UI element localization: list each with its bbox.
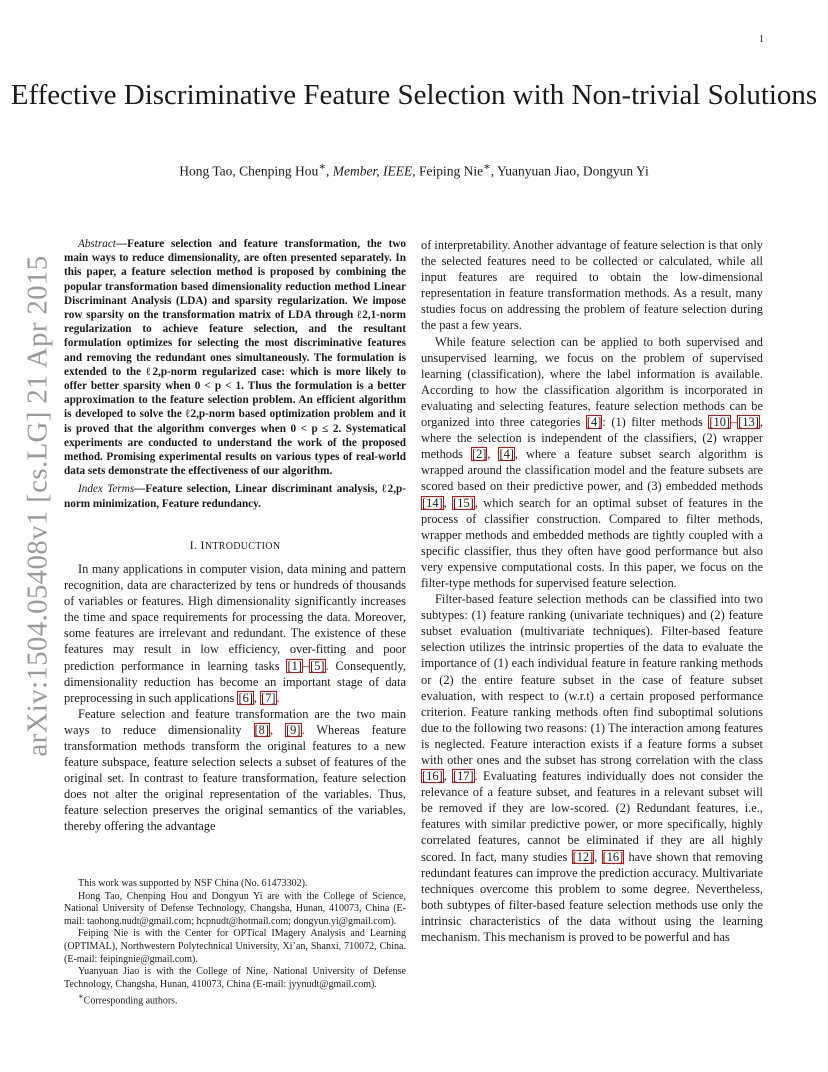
citation-link[interactable]: [4] bbox=[586, 415, 602, 430]
footnote-affiliation-1: Hong Tao, Chenping Hou and Dongyun Yi are with the College of Science, National University of Defense Technology, Changsha, Hunan, 410073, China (E-mail: taohong.nudt@gmail.com; hcpnudt@hotmail.com; dongyun.yi@gmail.com). bbox=[64, 890, 406, 927]
citation-link[interactable]: [10] bbox=[709, 415, 731, 430]
footnote-corresponding: ∗Corresponding authors. bbox=[78, 992, 178, 1007]
author-names-3: , Yuanyuan Jiao, Dongyun Yi bbox=[490, 163, 649, 179]
footnote-affiliation-2: Feiping Nie is with the Center for OPTical IMagery Analysis and Learning (OPTIMAL), Northwestern Polytechnical University, Xi’an, Shanxi, 710072, China. (E-mail: feipingnie@gmail.com). bbox=[64, 928, 406, 965]
citation-link[interactable]: [13] bbox=[738, 415, 759, 430]
footnote-funding: This work was supported by NSF China (No. 61473302). bbox=[78, 878, 308, 889]
citation-link[interactable]: [12] bbox=[572, 849, 594, 864]
citation-link[interactable]: [6] bbox=[238, 690, 253, 705]
abstract-label: Abstract bbox=[78, 238, 116, 250]
abstract-text: Feature selection and feature transformation, the two main ways to reduce dimensionality, are often presented separately. In this paper, a feature selection method is proposed by combining the popular transformation based dimensionality reduction method Linear Discriminant Analysis (LDA) and sparsity regularization. We impose row sparsity on the transformation matrix of LDA through ℓ2,1-norm regularization to achieve feature selection, and the resultant formulation optimizes for selecting the most discriminative features and removing the redundant ones simultaneously. The formulation is extended to the ℓ2,p-norm regularized case: which is more likely to offer better sparsity when 0 < p < 1. Thus the formulation is a better approximation to the feature selection problem. An efficient algorithm is developed to solve the ℓ2,p-norm based optimization problem and it is proved that the algorithm converges when 0 < p ≤ 2. Systematical experiments are conducted to understand the work of the proposed method. Promising experimental results on various types of real-world data sets demonstrate the effectiveness of our algorithm. bbox=[64, 238, 406, 478]
citation-link[interactable]: [16] bbox=[422, 769, 443, 784]
footnotes bbox=[64, 878, 406, 1008]
left-column bbox=[64, 237, 406, 835]
section-heading: I. INTRODUCTION bbox=[189, 537, 281, 552]
index-terms-text: Feature selection, Linear discriminant analysis, ℓ2,p-norm minimization, Feature redundancy. bbox=[64, 483, 406, 510]
citation-link[interactable]: [9] bbox=[286, 722, 301, 737]
footnote-affiliation-3: Yuanyuan Jiao is with the College of Nine, National University of Defense Technology, Changsha, Hunan, 410073, China (E-mail: jyynudt@gmail.com). bbox=[64, 966, 406, 990]
citation-link[interactable]: [8] bbox=[254, 722, 269, 737]
index-terms: Index Terms—Feature selection, Linear discriminant analysis, ℓ2,p-norm minimization, Feature redundancy. bbox=[64, 483, 406, 510]
arxiv-stamp-text[interactable]: arXiv:1504.05408v1 [cs.LG] 21 Apr 2015 bbox=[21, 255, 54, 757]
citation-link[interactable]: [16] bbox=[602, 849, 624, 864]
citation-link[interactable]: [2] bbox=[471, 447, 487, 462]
citation-link[interactable]: [15] bbox=[453, 495, 474, 510]
index-terms-label: Index Terms bbox=[78, 483, 135, 496]
citation-link[interactable]: [17] bbox=[453, 769, 474, 784]
paper-title: Effective Discriminative Feature Selection with Non-trivial Solutions bbox=[10, 79, 818, 111]
citation-link[interactable]: [4] bbox=[499, 447, 514, 462]
citation-link[interactable]: [5] bbox=[310, 658, 325, 673]
intro-paragraph-1: In many applications in computer vision, data mining and pattern recognition, data are characterized by tens or hundreds of thousands of variables or features. High dimensionality significantly increases the time and space requirements for processing the data. Moreover, some features are irrelevant and redundant. The existence of these features may result in low efficiency, over-fitting and poor prediction performance in learning tasks [1]–[5]. Consequently, dimensionality reduction has become an important stage of data preprocessing in such applications [6], [7]. bbox=[64, 561, 406, 705]
right-column bbox=[421, 237, 763, 945]
right-paragraph-2: While feature selection can be applied to both supervised and unsupervised learning, we focus on the problem of supervised learning (classification), where the label information is available. According to how the classification algorithm is incorporated in evaluating and selecting features, feature selection methods can be organized into three categories [4]: (1) filter methods [10]–[13], where the selection is independent of the classifiers, (2) wrapper methods [2], [4], where a feature subset search algorithm is wrapped around the classification model and the feature subsets are scored based on their predictive power, and (3) embedded methods [14], [15], which search for an optimal subset of features in the process of classifier construction. Compared to filter methods, wrapper methods and embedded methods are tightly coupled with a specific classifier, thus they often have good performance but also very expensive computational costs. In this paper, we focus on the filter-type methods for supervised feature selection. bbox=[421, 334, 764, 590]
right-paragraph-1: of interpretability. Another advantage of feature selection is that only the selected features need to be collected or calculated, while all input features are required to obtain the low-dimensional representation in feature transformation methods. As a result, many studies focus on addressing the problem of feature selection during the past a few years. bbox=[421, 238, 763, 333]
citation-link[interactable]: [1] bbox=[287, 658, 302, 673]
citation-link[interactable]: [7] bbox=[261, 690, 276, 705]
arxiv-stamp bbox=[18, 256, 58, 756]
author-membership: Member, IEEE bbox=[332, 163, 413, 179]
author-line: Hong Tao, Chenping Hou∗, Member, IEEE, Feiping Nie∗, Yuanyuan Jiao, Dongyun Yi bbox=[179, 161, 649, 179]
citation-link[interactable]: [14] bbox=[422, 495, 443, 510]
intro-paragraph-2: Feature selection and feature transformation are the two main ways to reduce dimensionality [8], [9]. Whereas feature transformation methods transform the original features to a new feature subspace, feature selection selects a subset of features of the original set. In contrast to feature transformation, feature selection does not alter the original representation of the variables. Thus, feature selection preserves the original semantics of the variables, thereby offering the advantage bbox=[64, 706, 406, 834]
page-number: 1 bbox=[759, 34, 764, 45]
right-paragraph-3: Filter-based feature selection methods can be classified into two subtypes: (1) feature ranking (univariate techniques) and (2) feature subset evaluation (multivariate techniques). Filter-based feature selection utilizes the intrinsic properties of the data to evaluate the importance of (1) each individual feature in feature ranking methods or (2) the entire feature subset in the case of feature subset evaluation, with respect to (w.r.t) a certain proposed performance criterion. Feature ranking methods often find suboptimal solutions due to the following two reasons: (1) The interaction among features is neglected. Feature interaction exists if a feature forms a subset with other ones and the subset has strong correlation with the class [16], [17]. Evaluating features individually does not consider the relevance of a feature subset, and features in a relevant subset will be removed if they are low-scored. (2) Redundant features, i.e., features with similar predictive power, or more specifically, highly correlated features, cannot be eliminated if they are all highly scored. In fact, many studies [12], [16] have shown that removing redundant features can improve the prediction accuracy. Multivariate techniques overcome this problem to some degree. Nevertheless, both subtypes of filter-based feature selection methods use only the intrinsic characteristics of the data without using the learning mechanism. This mechanism is proved to be powerful and has bbox=[421, 592, 763, 945]
abstract: Abstract—Feature selection and feature transformation, the two main ways to reduce dimensionality, are often presented separately. In this paper, a feature selection method is proposed by combining the popular transformation based dimensionality reduction method Linear Discriminant Analysis (LDA) and sparsity regularization. We impose row sparsity on the transformation matrix of LDA through ℓ2,1-norm regularization to achieve feature selection, and the resultant formulation optimizes for selecting the most discriminative features and removing the redundant ones simultaneously. The formulation is extended to the ℓ2,p-norm regularized case: which is more likely to offer better sparsity when 0 < p < 1. Thus the formulation is a better approximation to the feature selection problem. An efficient algorithm is developed to solve the ℓ2,p-norm based optimization problem and it is proved that the algorithm converges when 0 < p ≤ 2. Systematical experiments are conducted to understand the work of the proposed method. Promising experimental results on various types of real-world data sets demonstrate the effectiveness of our algorithm. bbox=[64, 238, 406, 478]
author-names-2: , Feiping Nie bbox=[412, 163, 484, 179]
author-names-1: Hong Tao, Chenping Hou bbox=[179, 163, 319, 179]
